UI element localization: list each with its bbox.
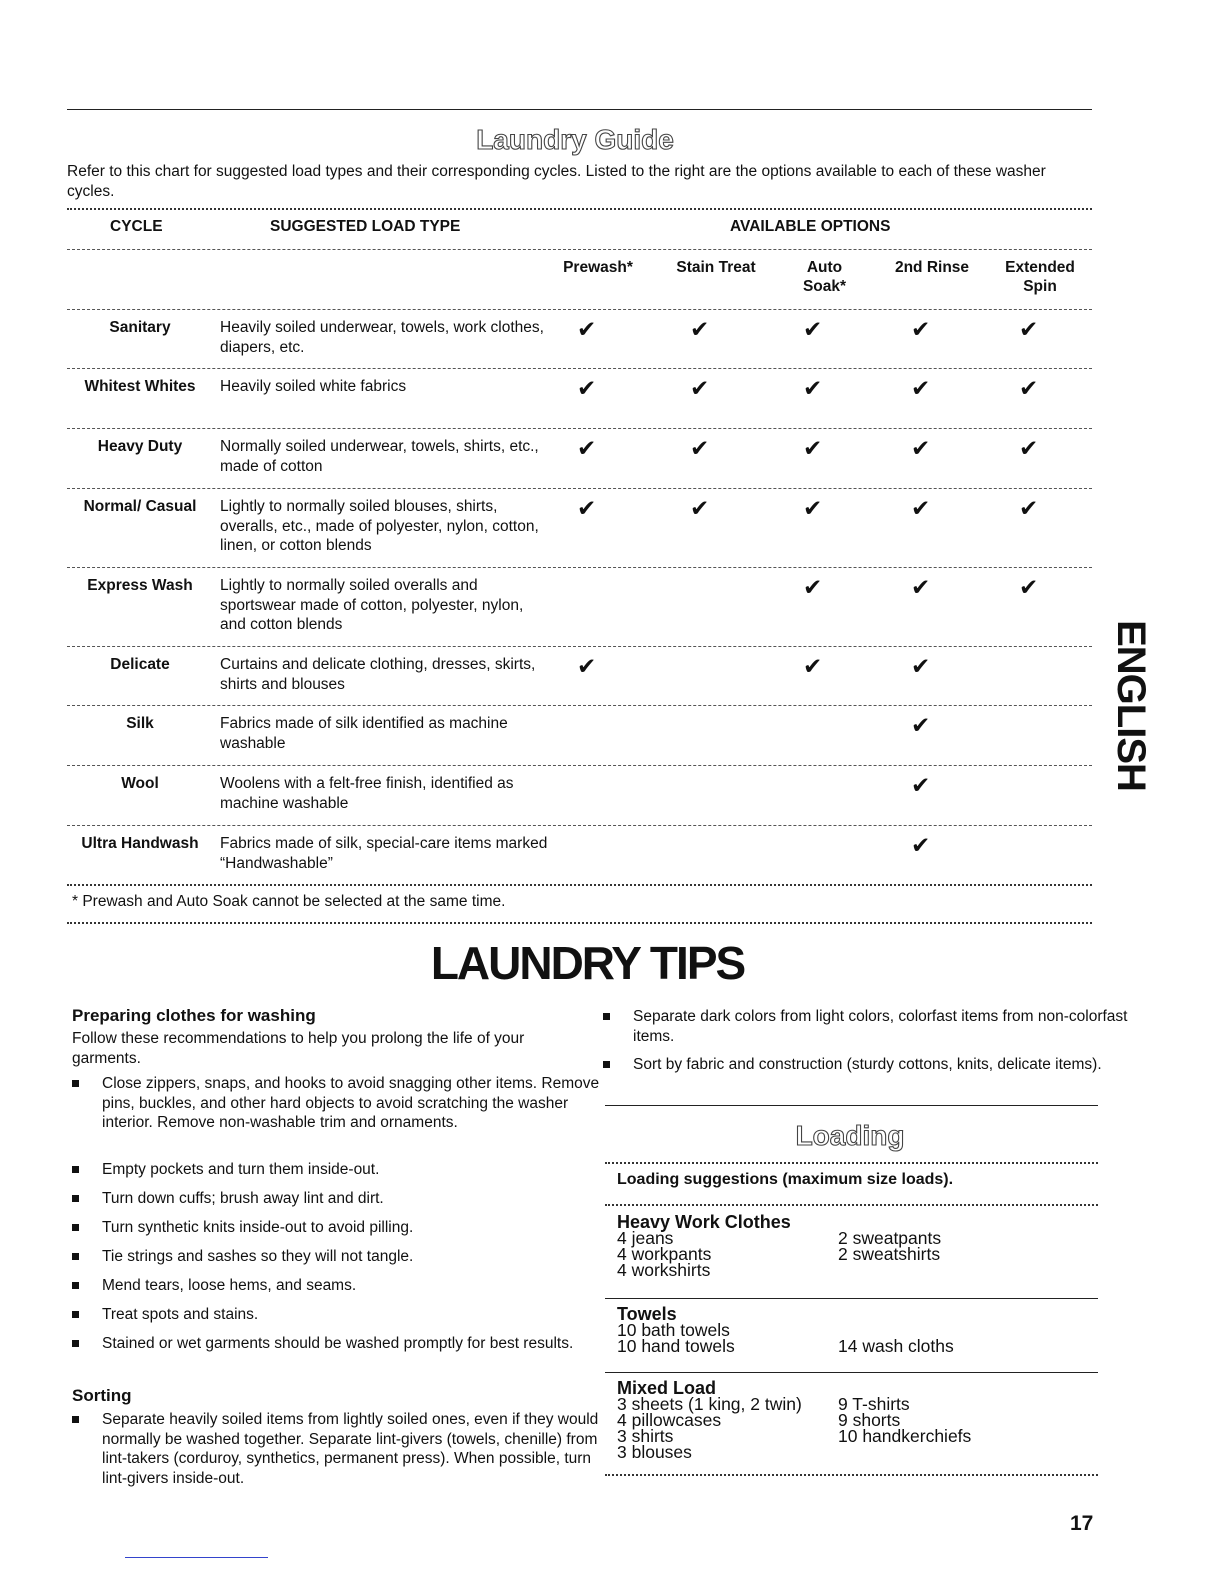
page-number: 17: [1070, 1512, 1094, 1535]
check-mark-second-rinse: ✔: [911, 654, 931, 680]
row-separator: [67, 705, 1092, 706]
loading-item: 10 hand towels: [617, 1336, 735, 1356]
loading-group-separator: [605, 1372, 1098, 1373]
check-mark-stain-treat: ✔: [690, 317, 710, 343]
check-mark-prewash: ✔: [577, 654, 597, 680]
suggested-load-type: Lightly to normally soiled blouses, shirts, overalls, etc., made of polyester, nylon, cotton, linen, or cotton blends: [220, 498, 539, 554]
check-mark-second-rinse: ✔: [911, 317, 931, 343]
guide-table-bottom-rule: [67, 884, 1092, 886]
loading-item: 4 pillowcases: [617, 1410, 722, 1430]
preparing-bullet: Treat spots and stains.: [72, 1305, 602, 1325]
language-side-tab: [1103, 600, 1157, 810]
check-mark-prewash: ✔: [577, 436, 597, 462]
check-mark-second-rinse: ✔: [911, 833, 931, 859]
suggested-load-type: Heavily soiled underwear, towels, work clothes, diapers, etc.: [220, 319, 544, 356]
check-mark-second-rinse: ✔: [911, 575, 931, 601]
guide-intro: Refer to this chart for suggested load types and their corresponding cycles. Listed to the right are the options available to each of these washer cycles.: [67, 163, 1046, 200]
option-header-second-rinse: 2nd Rinse: [894, 259, 970, 276]
header-rule: [67, 249, 1092, 250]
option-header-prewash: Prewash*: [563, 259, 633, 276]
check-mark-auto-soak: ✔: [803, 317, 823, 343]
preparing-heading: Preparing clothes for washing: [72, 1006, 316, 1025]
row-separator: [67, 309, 1092, 310]
loading-item: 9 shorts: [838, 1410, 901, 1430]
loading-item: 4 workshirts: [617, 1260, 711, 1280]
header-cycle: CYCLE: [110, 218, 163, 235]
loading-item: 10 handkerchiefs: [838, 1426, 972, 1446]
row-separator: [67, 765, 1092, 766]
loading-top-rule: [605, 1105, 1098, 1106]
sorting-bullet: Separate heavily soiled items from lightly soiled ones, even if they would normally be washed together. Separate lint-givers (towels, chenille) from lint-takers (corduroy, synthetics, permanent press). When possible, turn lint-givers inside-out.: [72, 1410, 602, 1488]
loading-item: 2 sweatshirts: [838, 1244, 941, 1264]
check-mark-auto-soak: ✔: [803, 654, 823, 680]
footnote-rule: [67, 922, 1092, 924]
guide-table-top-rule: [67, 208, 1092, 210]
check-mark-second-rinse: ✔: [911, 773, 931, 799]
preparing-bullet: Close zippers, snaps, and hooks to avoid snagging other items. Remove pins, buckles, and other hard objects to avoid scratching the washer interior. Remove non-washable trim and ornaments.: [72, 1074, 602, 1133]
preparing-bullet: Turn synthetic knits inside-out to avoid pilling.: [72, 1218, 602, 1238]
check-mark-stain-treat: ✔: [690, 496, 710, 522]
cycle-name: Whitest Whites: [84, 378, 196, 395]
check-mark-extended-spin: ✔: [1019, 376, 1039, 402]
check-mark-auto-soak: ✔: [803, 436, 823, 462]
loading-item: 4 jeans: [617, 1228, 674, 1248]
cycle-name: Heavy Duty: [97, 438, 183, 455]
suggested-load-type: Curtains and delicate clothing, dresses, skirts, shirts and blouses: [220, 656, 536, 693]
row-separator: [67, 368, 1092, 369]
suggested-load-type: Normally soiled underwear, towels, shirts, etc., made of cotton: [220, 438, 539, 475]
check-mark-stain-treat: ✔: [690, 376, 710, 402]
row-separator: [67, 825, 1092, 826]
tips-title: LAUNDRY TIPS: [430, 937, 745, 989]
suggested-load-type: Fabrics made of silk, special-care items marked “Handwashable”: [220, 835, 548, 872]
check-mark-prewash: ✔: [577, 496, 597, 522]
check-mark-second-rinse: ✔: [911, 713, 931, 739]
side-tab-label: ENGLISH: [1108, 619, 1153, 791]
check-mark-stain-treat: ✔: [690, 436, 710, 462]
row-separator: [67, 488, 1092, 489]
cycle-name: Express Wash: [87, 577, 193, 594]
option-header-extended-spin: Extended Spin: [1005, 259, 1075, 295]
header-load-type: SUGGESTED LOAD TYPE: [270, 218, 461, 235]
loading-group-heading: Towels: [617, 1304, 677, 1324]
loading-bottom-rule: [605, 1474, 1098, 1476]
cycle-name: Ultra Handwash: [81, 835, 199, 852]
header-options: AVAILABLE OPTIONS: [730, 218, 891, 235]
cycle-name: Sanitary: [109, 319, 171, 336]
loading-item: 9 T-shirts: [838, 1394, 910, 1414]
guide-title: Laundry Guide: [476, 124, 674, 155]
check-mark-prewash: ✔: [577, 317, 597, 343]
loading-item: 2 sweatpants: [838, 1228, 942, 1248]
row-separator: [67, 646, 1092, 647]
check-mark-extended-spin: ✔: [1019, 317, 1039, 343]
suggested-load-type: Lightly to normally soiled overalls and sportswear made of cotton, polyester, nylon, and cotton blends: [220, 577, 524, 633]
row-separator: [67, 428, 1092, 429]
sorting-bullet: Sort by fabric and construction (sturdy cottons, knits, delicate items).: [603, 1055, 1128, 1075]
cycle-name: Silk: [126, 715, 154, 732]
option-header-auto-soak: Auto Soak*: [802, 259, 847, 295]
preparing-intro: Follow these recommendations to help you prolong the life of your garments.: [72, 1030, 525, 1067]
preparing-bullet: Tie strings and sashes so they will not tangle.: [72, 1247, 602, 1267]
loading-group-separator: [605, 1298, 1098, 1299]
preparing-bullet: Mend tears, loose hems, and seams.: [72, 1276, 602, 1296]
cycle-name: Normal/ Casual: [83, 498, 197, 515]
loading-item: 14 wash cloths: [838, 1336, 954, 1356]
check-mark-second-rinse: ✔: [911, 376, 931, 402]
loading-subtitle-rule: [605, 1204, 1098, 1206]
check-mark-extended-spin: ✔: [1019, 496, 1039, 522]
loading-item: 10 bath towels: [617, 1320, 730, 1340]
loading-item: 4 workpants: [617, 1244, 712, 1264]
sorting-heading: Sorting: [72, 1386, 132, 1405]
loading-group-heading: Mixed Load: [617, 1378, 717, 1398]
suggested-load-type: Heavily soiled white fabrics: [220, 378, 407, 395]
loading-group-heading: Heavy Work Clothes: [617, 1212, 791, 1232]
top-rule: [67, 109, 1092, 110]
check-mark-second-rinse: ✔: [911, 436, 931, 462]
loading-title: Loading: [795, 1120, 905, 1151]
option-header-stain-treat: Stain Treat: [676, 259, 756, 276]
preparing-bullet: Empty pockets and turn them inside-out.: [72, 1160, 602, 1180]
loading-title-rule: [605, 1162, 1098, 1164]
guide-footnote: * Prewash and Auto Soak cannot be selected at the same time.: [72, 893, 506, 910]
bottom-underline: [125, 1557, 268, 1558]
check-mark-extended-spin: ✔: [1019, 575, 1039, 601]
cycle-name: Delicate: [110, 656, 170, 673]
check-mark-extended-spin: ✔: [1019, 436, 1039, 462]
loading-item: 3 sheets (1 king, 2 twin): [617, 1394, 802, 1414]
check-mark-prewash: ✔: [577, 376, 597, 402]
sorting-bullet: Separate dark colors from light colors, colorfast items from non-colorfast items.: [603, 1007, 1128, 1046]
preparing-bullet: Turn down cuffs; brush away lint and dirt.: [72, 1189, 602, 1209]
loading-item: 3 shirts: [617, 1426, 674, 1446]
check-mark-auto-soak: ✔: [803, 496, 823, 522]
loading-item: 3 blouses: [617, 1442, 692, 1462]
check-mark-auto-soak: ✔: [803, 575, 823, 601]
preparing-bullet: Stained or wet garments should be washed promptly for best results.: [72, 1334, 602, 1354]
check-mark-auto-soak: ✔: [803, 376, 823, 402]
check-mark-second-rinse: ✔: [911, 496, 931, 522]
loading-subtitle: Loading suggestions (maximum size loads).: [617, 1171, 954, 1188]
suggested-load-type: Woolens with a felt-free finish, identified as machine washable: [220, 775, 514, 812]
suggested-load-type: Fabrics made of silk identified as machine washable: [220, 715, 508, 752]
row-separator: [67, 567, 1092, 568]
cycle-name: Wool: [121, 775, 159, 792]
